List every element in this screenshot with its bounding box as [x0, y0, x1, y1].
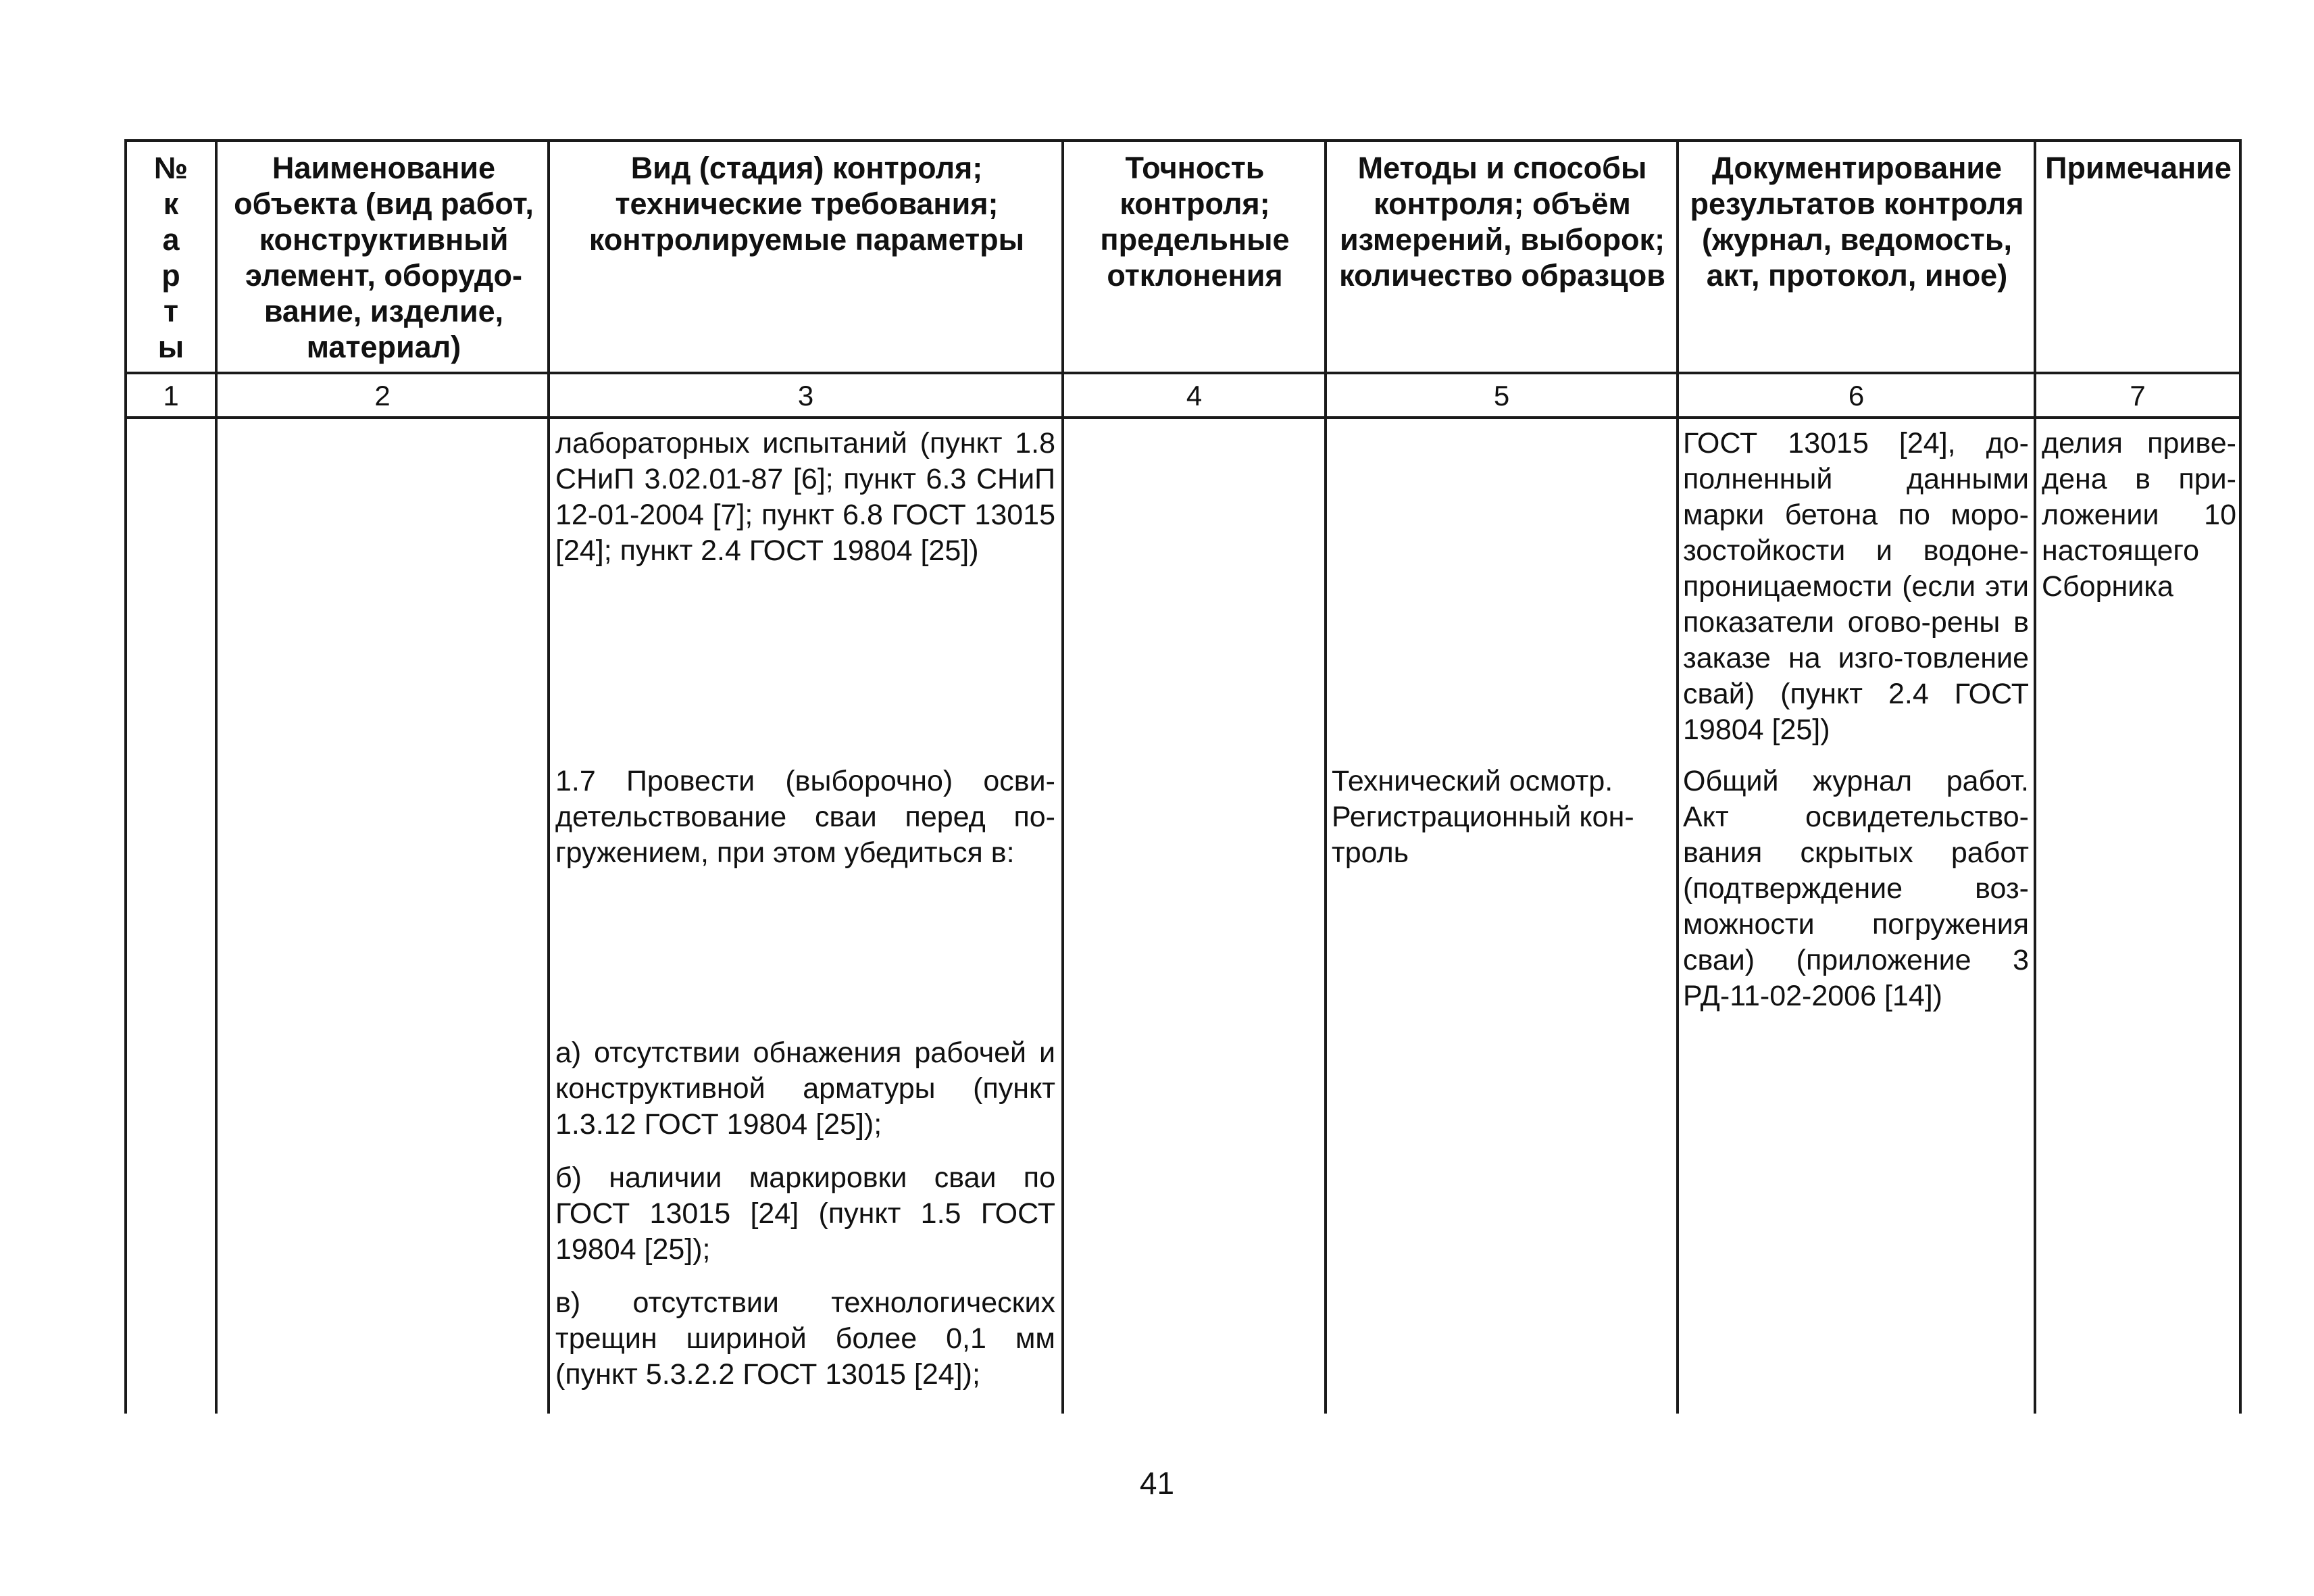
header-col2: Наименование объекта (вид работ, конструктивный элемент, оборудо-вание, изделие, материал)	[234, 151, 534, 364]
list-item: а) отсутствии обнажения рабочей и конструктивной арматуры (пункт 1.3.12 ГОСТ 19804 [25]);	[555, 1037, 1055, 1141]
header-col3: Вид (стадия) контроля; технические требования; контролируемые параметры	[588, 151, 1025, 257]
col-divider-2	[547, 139, 550, 1414]
col-divider-1	[215, 139, 218, 1414]
header-col4: Точность контроля; предельные отклонения	[1100, 151, 1290, 293]
page-number: 41	[1139, 1466, 1175, 1501]
row1-col6-text: ГОСТ 13015 [24], до-полненный данными марки бетона по моро-зостойкости и водоне-проницаемости (если эти показатели огово-рены в заказе на изго-товление свай) (пункт 2.4 ГОСТ 19804 [25])	[1683, 427, 2029, 746]
row1-col3-text: лабораторных испытаний (пункт 1.8 СНиП 3.02.01-87 [6]; пункт 6.3 СНиП 12-01-2004 [7]; пункт 6.8 ГОСТ 13015 [24]; пункт 2.4 ГОСТ 19804 [25])	[555, 427, 1055, 567]
column-number: 4	[1186, 380, 1203, 412]
column-number: 5	[1493, 380, 1510, 412]
control-table	[124, 139, 2242, 1414]
col-divider-6	[2034, 139, 2036, 1414]
header-col7: Примечание	[2045, 151, 2232, 185]
header-col1-line: р	[161, 258, 180, 293]
header-col1-line: к	[163, 186, 179, 221]
header-col1-line: ы	[157, 330, 184, 364]
table-right-border	[2239, 139, 2242, 1414]
header-col6: Документирование результатов контроля (журнал, ведомость, акт, протокол, иное)	[1690, 151, 2024, 293]
column-number: 1	[163, 380, 179, 412]
column-number: 6	[1848, 380, 1865, 412]
header-col1-line: т	[163, 294, 179, 328]
row1-col7-text: делия приве-дена в при-ложении 10 настоящего Сборника	[2042, 427, 2236, 603]
checklist-items	[555, 1035, 1055, 1410]
column-number: 2	[374, 380, 391, 412]
col-divider-3	[1061, 139, 1064, 1414]
row2-col3-text: 1.7 Провести (выборочно) осви-детельствование сваи перед по-гружением, при этом убедиться в:	[555, 765, 1055, 869]
row2-col6-text: Общий журнал работ. Акт освидетельство-вания скрытых работ (подтверждение воз-можности погружения сваи) (приложение 3 РД-11-02-2006 [14])	[1683, 765, 2029, 1012]
row2-col5-text: Технический осмотр. Регистрационный кон-троль	[1332, 765, 1634, 869]
column-number: 7	[2130, 380, 2146, 412]
header-col1-line: а	[162, 222, 180, 257]
header-col1	[127, 142, 215, 365]
list-item: б) наличии маркировки сваи по ГОСТ 13015 [24] (пункт 1.5 ГОСТ 19804 [25]);	[555, 1162, 1055, 1266]
header-col5: Методы и способы контроля; объём измерений, выборок; количество образцов	[1339, 151, 1665, 293]
col-divider-4	[1324, 139, 1327, 1414]
column-number: 3	[797, 380, 814, 412]
header-col1-line: №	[153, 151, 188, 185]
col-divider-5	[1676, 139, 1679, 1414]
list-item: в) отсутствии технологических трещин шириной более 0,1 мм (пункт 5.3.2.2 ГОСТ 13015 [24]);	[555, 1287, 1055, 1391]
